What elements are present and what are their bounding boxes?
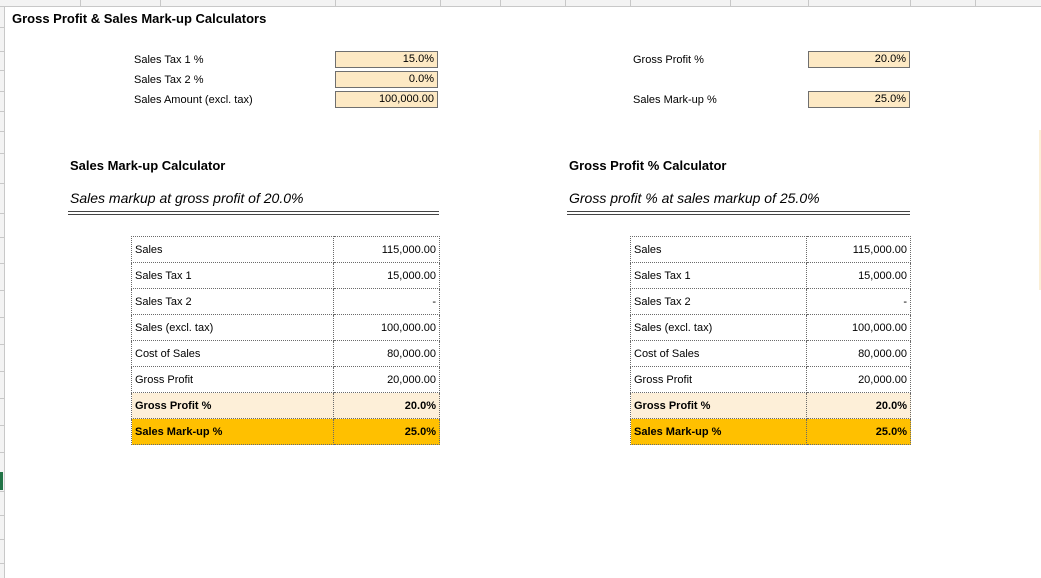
row-divider [0,213,4,214]
row-label[interactable]: Gross Profit [631,367,807,393]
row-value[interactable]: 80,000.00 [807,341,911,367]
table-row [132,367,440,393]
row-divider [0,539,4,540]
row-divider [0,563,4,564]
table-row-gross-profit-pct [132,393,440,419]
table-row [132,315,440,341]
table-row [631,263,911,289]
input-cell-sales-tax-1[interactable]: 15.0% [335,51,438,68]
table-row-gross-profit-pct [631,393,911,419]
column-divider [808,0,809,6]
column-divider [975,0,976,6]
table-row [631,289,911,315]
row-value[interactable]: 25.0% [807,419,911,445]
row-divider [0,263,4,264]
column-divider [160,0,161,6]
table-row [631,341,911,367]
input-cell-sales-tax-2[interactable]: 0.0% [335,71,438,88]
gp-calc-double-rule [567,211,910,215]
row-divider [0,515,4,516]
column-divider [440,0,441,6]
row-divider [0,131,4,132]
row-divider [0,70,4,71]
input-cell-sales-amount[interactable]: 100,000.00 [335,91,438,108]
row-label[interactable]: Sales (excl. tax) [631,315,807,341]
input-label-sales-tax-2: Sales Tax 2 % [134,74,204,86]
row-label[interactable]: Cost of Sales [631,341,807,367]
row-label[interactable]: Cost of Sales [132,341,334,367]
row-label[interactable]: Sales Tax 1 [132,263,334,289]
row-label[interactable]: Sales Tax 1 [631,263,807,289]
row-divider [0,317,4,318]
input-label-sales-amount: Sales Amount (excl. tax) [134,94,253,106]
row-label[interactable]: Gross Profit % [631,393,807,419]
row-divider [0,371,4,372]
column-divider [335,0,336,6]
table-row-sales-markup-pct [132,419,440,445]
row-label[interactable]: Sales Tax 2 [631,289,807,315]
row-value[interactable]: 115,000.00 [807,237,911,263]
row-label[interactable]: Sales [631,237,807,263]
markup-calc-table [131,236,440,445]
row-value[interactable]: 15,000.00 [807,263,911,289]
gp-calc-title: Gross Profit % Calculator [569,158,727,173]
row-value[interactable]: 115,000.00 [334,237,440,263]
row-value[interactable]: 20,000.00 [334,367,440,393]
row-divider [0,491,4,492]
input-label-gross-profit: Gross Profit % [633,54,704,66]
table-row-sales-markup-pct [631,419,911,445]
input-label-sales-tax-1: Sales Tax 1 % [134,54,204,66]
row-divider [0,344,4,345]
row-value[interactable]: 80,000.00 [334,341,440,367]
row-header-bar[interactable] [0,7,5,578]
row-divider [0,51,4,52]
column-divider [80,0,81,6]
column-header-bar[interactable] [0,0,1041,7]
sheet-title: Gross Profit & Sales Mark-up Calculators [12,11,267,26]
row-value[interactable]: 20,000.00 [807,367,911,393]
table-row [132,341,440,367]
table-row [631,237,911,263]
gp-calc-subtitle: Gross profit % at sales markup of 25.0% [569,190,820,206]
row-divider [0,290,4,291]
row-divider [0,153,4,154]
column-divider [500,0,501,6]
row-divider [0,91,4,92]
table-row [132,289,440,315]
row-value[interactable]: 100,000.00 [807,315,911,341]
column-divider [730,0,731,6]
row-label[interactable]: Gross Profit [132,367,334,393]
row-label[interactable]: Gross Profit % [132,393,334,419]
row-value[interactable]: - [334,289,440,315]
active-row-marker [0,472,3,490]
row-value[interactable]: 100,000.00 [334,315,440,341]
markup-calc-title: Sales Mark-up Calculator [70,158,226,173]
row-value[interactable]: 25.0% [334,419,440,445]
column-divider [910,0,911,6]
row-value[interactable]: - [807,289,911,315]
row-label[interactable]: Sales Mark-up % [631,419,807,445]
row-divider [0,183,4,184]
input-cell-sales-markup[interactable]: 25.0% [808,91,910,108]
row-divider [0,237,4,238]
markup-calc-subtitle: Sales markup at gross profit of 20.0% [70,190,304,206]
row-label[interactable]: Sales Mark-up % [132,419,334,445]
column-divider [565,0,566,6]
table-row [132,263,440,289]
row-divider [0,452,4,453]
row-divider [0,398,4,399]
row-value[interactable]: 20.0% [807,393,911,419]
table-row [631,315,911,341]
table-row [631,367,911,393]
gp-calc-table [630,236,911,445]
row-label[interactable]: Sales Tax 2 [132,289,334,315]
row-label[interactable]: Sales [132,237,334,263]
row-value[interactable]: 20.0% [334,393,440,419]
input-label-sales-markup: Sales Mark-up % [633,94,717,106]
row-divider [0,111,4,112]
input-cell-gross-profit[interactable]: 20.0% [808,51,910,68]
row-divider [0,425,4,426]
row-value[interactable]: 15,000.00 [334,263,440,289]
column-divider [630,0,631,6]
row-divider [0,27,4,28]
markup-calc-double-rule [68,211,439,215]
row-label[interactable]: Sales (excl. tax) [132,315,334,341]
table-row [132,237,440,263]
